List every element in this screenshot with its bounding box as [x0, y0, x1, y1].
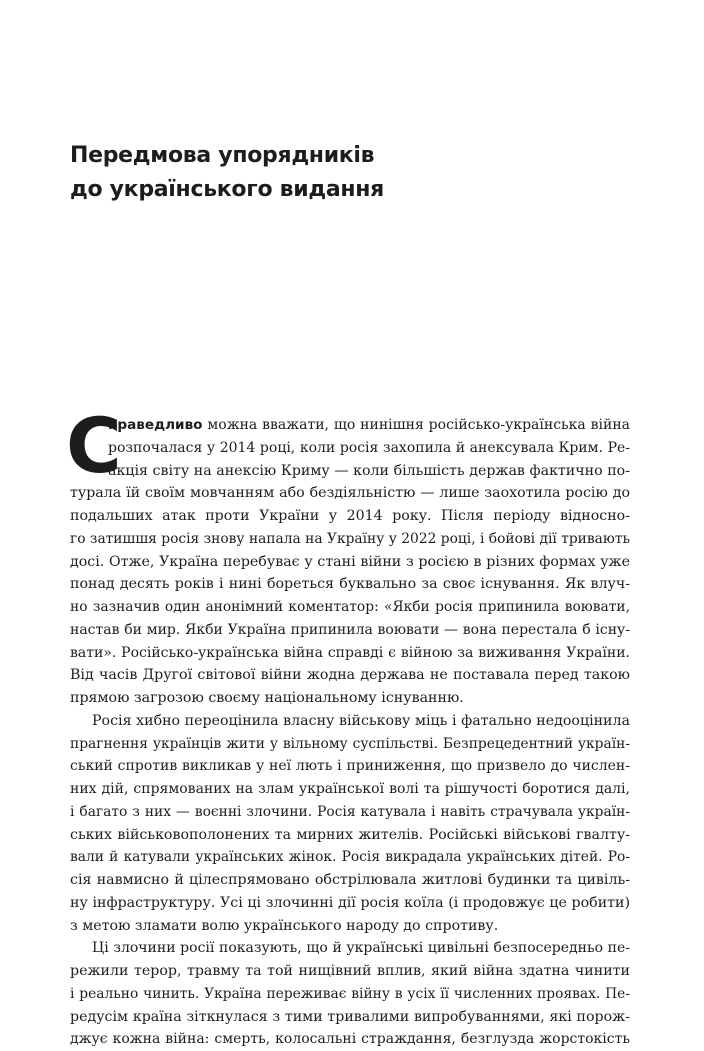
text-line: редусім країна зіткнулася з тими тривалими випробуваннями, які порож- [70, 1008, 630, 1025]
heading-line-1: Передмова упорядників [70, 143, 375, 168]
text-line: вати». Російсько-українська війна справді є війною за виживання України. [70, 644, 630, 661]
text-line: подальших атак проти України у 2014 року. Після періоду відносно- [70, 508, 630, 524]
text-line: і реально чинить. Україна переживає війну в усіх її численних проявах. Пе- [70, 985, 630, 1002]
run-in-word: праведливо [108, 417, 203, 433]
text-line: но зазначив один анонімний коментатор: «Якби росія припинила воювати, [70, 599, 630, 615]
text-line: настав би мир. Якби Україна припинила воювати — вона перестала б існу- [70, 621, 630, 638]
chapter-heading [70, 139, 630, 207]
text-line: прагнення українців жити у вільному суспільстві. Безпрецедентний україн- [70, 735, 630, 752]
text-line: ну інфраструктуру. Усі ці злочинні дії росія коїла (і продовжує це робити) [70, 894, 630, 911]
text-line: Ці злочини росії показують, що й українські цивільні безпосередньо пе- [92, 940, 630, 957]
text-line: акція світу на анексію Криму — коли більшість держав фактично по- [108, 462, 630, 479]
text-line: Від часів Другої світової війни жодна держава не поставала перед такою [70, 667, 630, 684]
text-line: понад десять років і нині бореться буквально за своє існування. Як влуч- [70, 576, 630, 593]
text-line: режили терор, травму та той нищівний вплив, який війна здатна чинити [70, 963, 630, 979]
text-line: них дій, спрямованих на злам української волі та рішучості боротися далі, [70, 781, 630, 797]
text-line: сія навмисно й цілеспрямовано обстрілювала житлові будинки та цивіль- [70, 872, 630, 888]
drop-cap: С [66, 401, 122, 490]
text-line: вали й катували українських жінок. Росія викрадала українських дітей. Ро- [70, 849, 630, 866]
text-line: турала їй своїм мовчанням або бездіяльністю — лише заохотила росію до [70, 485, 630, 502]
text-line: джує кожна війна: смерть, колосальні страждання, безглузда жорстокість [70, 1031, 630, 1048]
text-line: і багато з них — воєнні злочини. Росія катувала і навіть страчувала україн- [70, 803, 630, 820]
text-line: го затишшя росія знову напала на Україну у 2022 році, і бойові дії тривають [70, 530, 630, 547]
text-line: розпочалася у 2014 році, коли росія захопила й анексувала Крим. Ре- [108, 439, 630, 456]
text-line: досі. Отже, Україна перебуває у стані війни з росією в різних формах уже [70, 553, 630, 570]
text-line: ських військовополонених та мирних жителів. Російські військові гвалту- [70, 826, 630, 843]
heading-line-2: до українського видання [70, 177, 384, 202]
text-line: ський спротив викликав у неї лють і приниження, що призвело до числен- [70, 758, 630, 775]
body-text [70, 414, 630, 1051]
text-line: з метою зламати волю українського народу до спротиву. [70, 917, 499, 934]
text-line: прямою загрозою своєму національному існуванню. [70, 690, 464, 706]
text-line: Росія хибно переоцінила власну військову міць і фатально недооцінила [92, 712, 630, 729]
text-line: праведливо можна вважати, що нинішня російсько-українська війна [108, 417, 630, 433]
